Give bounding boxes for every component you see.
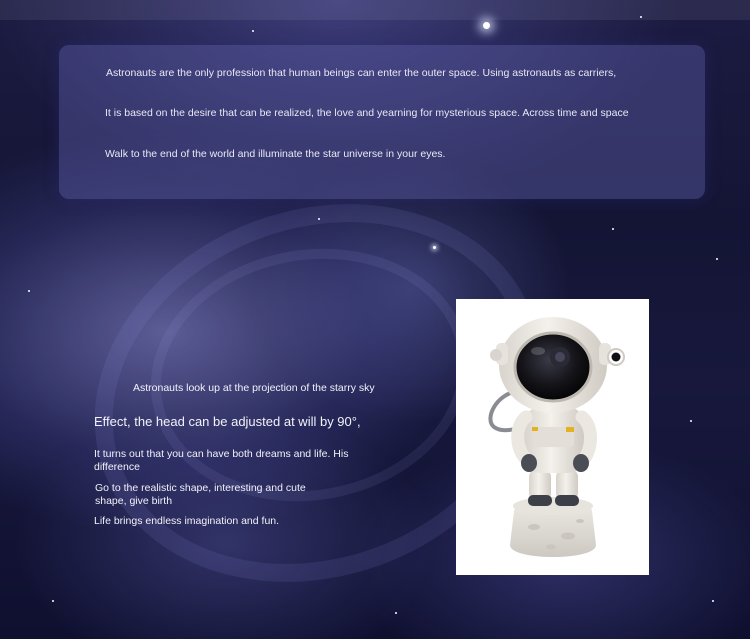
star (716, 258, 718, 260)
product-photo (456, 299, 649, 575)
star (612, 228, 614, 230)
feature-line-5: Life brings endless imagination and fun. (94, 515, 280, 527)
left-glove (521, 454, 537, 472)
top-strip (0, 0, 750, 20)
star (690, 420, 692, 422)
right-glove (573, 454, 589, 472)
star (433, 246, 436, 249)
feature-line-2: Effect, the head can be adjusted at will by 90°, (94, 414, 361, 429)
star (712, 600, 714, 602)
star (252, 30, 254, 32)
intro-line-3: Walk to the end of the world and illuminate the star universe in your eyes. (105, 148, 446, 160)
star (28, 290, 30, 292)
astronaut-projector-illustration (456, 299, 649, 575)
star (395, 612, 397, 614)
visor (515, 333, 591, 401)
intro-line-1: Astronauts are the only profession that human beings can enter the outer space. Using astronauts as carriers, (106, 67, 617, 79)
feature-line-4: Go to the realistic shape, interesting and cute shape, give birth (95, 482, 306, 507)
nebula-swirl (131, 224, 490, 526)
star (640, 16, 642, 18)
intro-line-2: It is based on the desire that can be realized, the love and yearning for mysterious space. Across time and space (105, 107, 629, 119)
star (52, 600, 54, 602)
feature-line-1: Astronauts look up at the projection of the starry sky (133, 382, 375, 394)
feature-line-3: It turns out that you can have both dreams and life. His difference (94, 448, 349, 473)
star-bright (483, 22, 490, 29)
yellow-badge (566, 427, 574, 432)
star (318, 218, 320, 220)
